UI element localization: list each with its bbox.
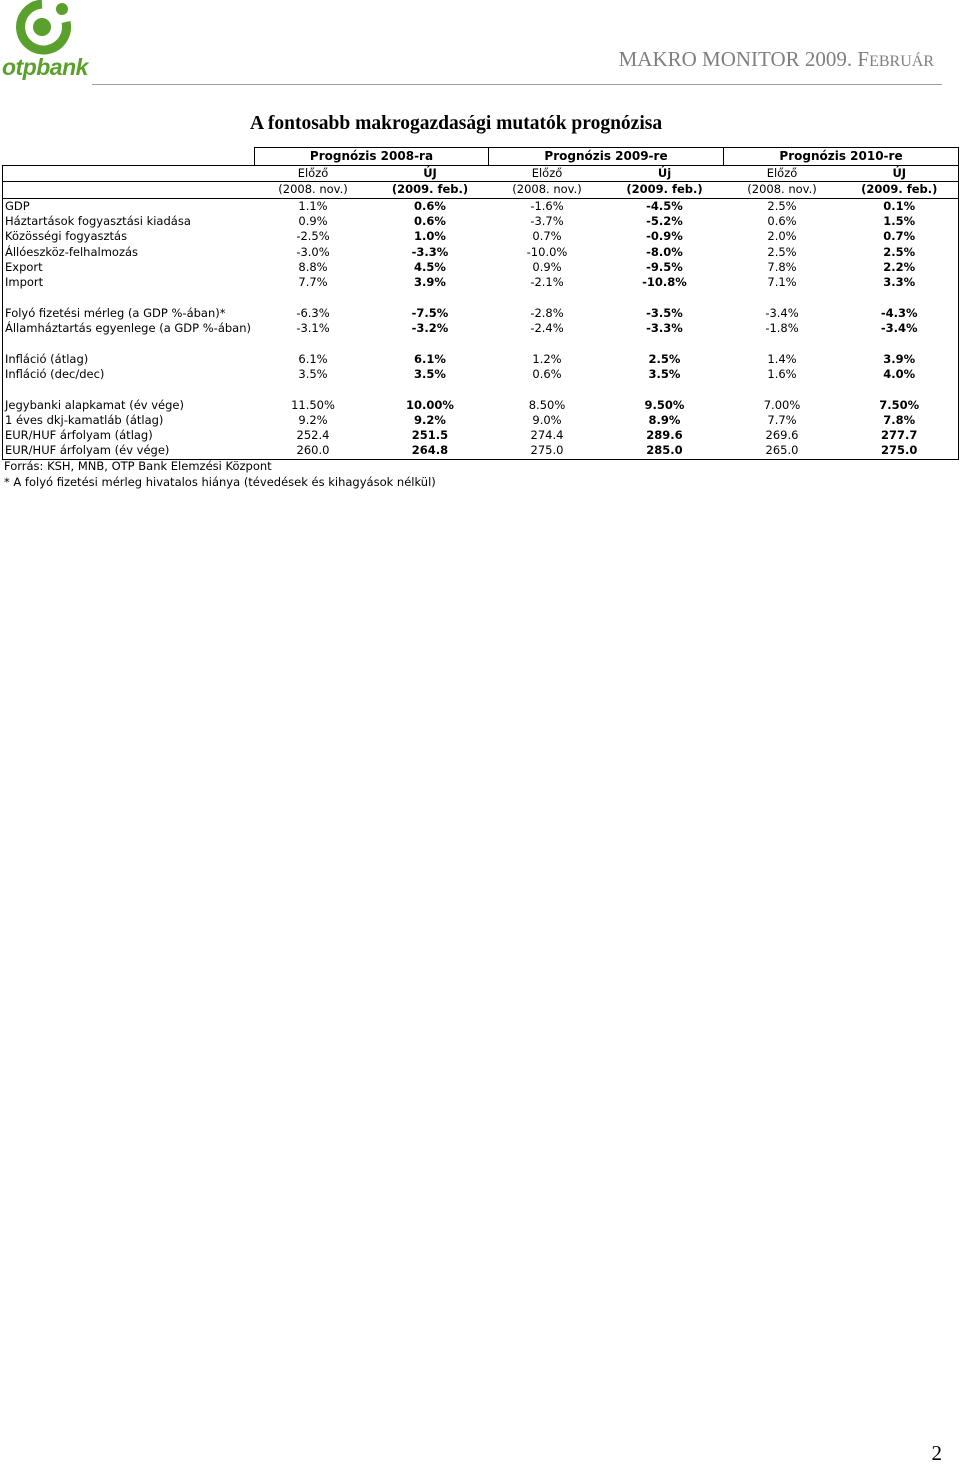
row-label: Infláció (dec/dec) <box>3 367 255 382</box>
table-cell: -3.4% <box>841 321 959 336</box>
table-cell: 274.4 <box>530 428 564 443</box>
table-subheader-date-row <box>3 182 959 198</box>
table-cell: 8.8% <box>298 259 328 274</box>
table-cell <box>724 290 841 305</box>
table-cell: -2.5% <box>296 229 330 244</box>
table-row <box>3 413 959 428</box>
table-row <box>3 244 959 259</box>
page-number: 2 <box>931 1441 942 1465</box>
row-label <box>3 290 255 305</box>
table-cell <box>255 336 372 351</box>
table-cell: 251.5 <box>411 428 449 443</box>
subheader-date-prev-2008: (2008. nov.) <box>255 182 372 198</box>
document-title: A fontosabb makrogazdasági mutatók prognózisa <box>250 113 663 134</box>
table-cell: -2.8% <box>530 305 564 320</box>
table-cell: 1.5% <box>841 214 959 229</box>
subheader-new-2010: ÚJ <box>841 166 959 182</box>
table-cell: 9.2% <box>298 412 328 427</box>
table-cell: -1.6% <box>489 198 606 214</box>
table-cell: -9.5% <box>646 259 683 274</box>
table-cell: -0.9% <box>646 229 683 244</box>
table-cell: -4.3% <box>841 306 959 321</box>
table-cell: 275.0 <box>841 443 959 459</box>
table-cell: 275.0 <box>489 443 606 459</box>
table-cell: 7.00% <box>763 397 801 412</box>
table-row <box>3 306 959 321</box>
table-cell: 9.0% <box>532 412 562 427</box>
subheader-date-new-2008: (2009. feb.) <box>372 182 489 198</box>
header-title <box>619 47 934 72</box>
table-row <box>3 275 959 290</box>
subheader-prev-2010: Előző <box>724 166 841 182</box>
source-note: Forrás: KSH, MNB, OTP Bank Elemzési Központ <box>4 459 272 473</box>
subheader-prev-2008: Előző <box>255 166 372 182</box>
table-cell: 0.1% <box>841 198 959 214</box>
row-label: Jegybanki alapkamat (év vége) <box>3 397 255 412</box>
table-cell: -10.8% <box>642 275 687 290</box>
table-cell: 0.6% <box>414 214 446 229</box>
table-cell: 1.2% <box>532 351 562 366</box>
table-cell <box>724 336 841 351</box>
table-cell: -4.5% <box>606 198 724 214</box>
table-cell: 2.2% <box>841 260 959 275</box>
table-row <box>3 198 959 214</box>
table-cell: 264.8 <box>372 443 489 459</box>
table-cell <box>606 336 724 351</box>
table-cell: -7.5% <box>411 305 449 320</box>
row-label: Állóeszköz-felhalmozás <box>3 244 255 259</box>
table-row <box>3 443 959 459</box>
table-cell <box>255 382 372 397</box>
subheader-date-new-2009: (2009. feb.) <box>606 182 724 198</box>
group-header-2009: Prognózis 2009-re <box>489 148 724 166</box>
table-cell: 277.7 <box>841 428 959 443</box>
table-cell: 0.6% <box>767 214 797 229</box>
table-cell: 4.0% <box>841 367 959 382</box>
table-cell <box>606 290 724 305</box>
table-cell: 1.0% <box>414 229 446 244</box>
row-label: EUR/HUF árfolyam (év vége) <box>3 443 255 459</box>
table-group-header <box>3 148 959 166</box>
table-cell: -2.1% <box>530 275 564 290</box>
table-cell: 9.2% <box>414 412 446 427</box>
table-cell: -3.7% <box>530 214 564 229</box>
table-cell: 1.1% <box>255 198 372 214</box>
table-spacer-row <box>3 382 959 397</box>
table-cell: -3.1% <box>296 321 330 336</box>
table-cell: 2.5% <box>841 244 959 259</box>
table-cell <box>724 382 841 397</box>
table-cell: 7.50% <box>841 397 959 412</box>
table-cell: 269.6 <box>765 428 799 443</box>
table-cell: 260.0 <box>255 443 372 459</box>
otpbank-logo <box>0 0 100 90</box>
logo-mark-icon <box>0 0 100 60</box>
table-row <box>3 321 959 336</box>
table-cell <box>372 382 489 397</box>
logo-wordmark: otpbank <box>2 54 88 80</box>
table-cell: -5.2% <box>646 214 683 229</box>
subheader-date-prev-2009: (2008. nov.) <box>489 182 606 198</box>
table-cell: 0.9% <box>532 259 562 274</box>
table-cell: 3.3% <box>841 275 959 290</box>
table-cell <box>372 336 489 351</box>
table-cell: 0.6% <box>532 367 562 381</box>
table-cell: 7.8% <box>767 259 797 274</box>
table-row <box>3 214 959 229</box>
footnote: * A folyó fizetési mérleg hivatalos hiánya (tévedések és kihagyások nélkül) <box>4 475 436 489</box>
table-body <box>3 198 959 459</box>
header-divider <box>92 84 942 85</box>
table-cell: 285.0 <box>606 443 724 459</box>
table-cell: 7.1% <box>767 275 797 290</box>
table-spacer-row <box>3 290 959 305</box>
table-cell: 6.1% <box>298 351 328 366</box>
table-cell <box>255 290 372 305</box>
row-label <box>3 382 255 397</box>
row-label: 1 éves dkj-kamatláb (átlag) <box>3 413 255 428</box>
subheader-new-2009: Új <box>606 166 724 182</box>
table-cell <box>606 382 724 397</box>
table-cell: 0.9% <box>298 214 328 229</box>
group-header-2008: Prognózis 2008-ra <box>255 148 489 166</box>
table-cell: 2.0% <box>767 229 797 244</box>
group-header-2010: Prognózis 2010-re <box>724 148 959 166</box>
table-row <box>3 260 959 275</box>
row-label <box>3 336 255 351</box>
row-label: EUR/HUF árfolyam (átlag) <box>3 428 255 443</box>
table-cell: -6.3% <box>296 305 330 320</box>
table-row <box>3 352 959 367</box>
table-cell: 2.5% <box>724 198 841 214</box>
table-cell: 8.50% <box>528 397 566 412</box>
table-cell: -3.2% <box>411 321 449 336</box>
table-cell: -1.8% <box>765 321 799 336</box>
table-cell: 3.5% <box>648 367 681 381</box>
forecast-table <box>2 147 959 460</box>
table-cell: -3.0% <box>296 244 330 259</box>
table-cell: 289.6 <box>646 428 683 443</box>
table-cell <box>841 336 959 351</box>
subheader-new-2008: ÚJ <box>372 166 489 182</box>
subheader-prev-2009: Előző <box>489 166 606 182</box>
table-cell: 7.7% <box>298 275 328 290</box>
table-cell: 3.9% <box>841 352 959 367</box>
table-cell: 1.6% <box>767 367 797 381</box>
table-cell: 7.8% <box>841 413 959 428</box>
table-cell <box>489 382 606 397</box>
row-label: Háztartások fogyasztási kiadása <box>3 214 255 229</box>
table-cell <box>841 382 959 397</box>
row-label: Államháztartás egyenlege (a GDP %-ában) <box>3 321 255 336</box>
table-row <box>3 229 959 244</box>
table-cell: 8.9% <box>648 412 681 427</box>
table-cell <box>489 290 606 305</box>
header-title-main: MAKRO MONITOR <box>618 47 800 71</box>
table-cell: 6.1% <box>414 351 446 366</box>
row-label: Export <box>3 260 255 275</box>
table-cell: 4.5% <box>414 259 446 274</box>
header-title-month: EBRUÁR <box>869 53 934 70</box>
table-cell: 0.7% <box>841 229 959 244</box>
table-cell: -3.4% <box>765 305 799 320</box>
subheader-label-cell <box>3 166 255 182</box>
table-cell: -3.3% <box>411 244 449 259</box>
table-row <box>3 397 959 412</box>
table-spacer-row <box>3 336 959 351</box>
row-label: Folyó fizetési mérleg (a GDP %-ában)* <box>3 306 255 321</box>
table-cell: 10.00% <box>406 397 454 412</box>
table-cell <box>489 336 606 351</box>
subheader-label-cell <box>3 182 255 198</box>
table-cell: 3.5% <box>414 367 446 381</box>
row-label: Import <box>3 275 255 290</box>
table-cell: 9.50% <box>644 397 685 412</box>
table-cell: 2.5% <box>767 244 797 259</box>
table-cell <box>841 290 959 305</box>
header-title-year: 2009. F <box>804 47 870 71</box>
subheader-date-prev-2010: (2008. nov.) <box>724 182 841 198</box>
table-subheader-row <box>3 166 959 182</box>
table-corner <box>3 148 255 166</box>
table-cell: 11.50% <box>291 397 335 412</box>
table-row <box>3 367 959 382</box>
subheader-date-new-2010: (2009. feb.) <box>841 182 959 198</box>
table-cell: 3.9% <box>414 275 446 290</box>
table-cell: -3.3% <box>646 321 683 336</box>
table-cell: -3.5% <box>646 305 683 320</box>
row-label: Infláció (átlag) <box>3 352 255 367</box>
row-label: Közösségi fogyasztás <box>3 229 255 244</box>
table-cell: 7.7% <box>767 412 797 427</box>
row-label: GDP <box>3 198 255 214</box>
table-row <box>3 428 959 443</box>
table-cell: 252.4 <box>296 428 330 443</box>
table-cell: 0.6% <box>372 198 489 214</box>
table-cell: -10.0% <box>526 244 568 259</box>
table-cell: -8.0% <box>646 244 683 259</box>
table-cell: 3.5% <box>298 367 328 381</box>
table-cell: 265.0 <box>724 443 841 459</box>
table-cell: 1.4% <box>767 351 797 366</box>
table-cell <box>372 290 489 305</box>
table-cell: -2.4% <box>530 321 564 336</box>
table-cell: 2.5% <box>648 351 681 366</box>
table-cell: 0.7% <box>532 229 562 244</box>
